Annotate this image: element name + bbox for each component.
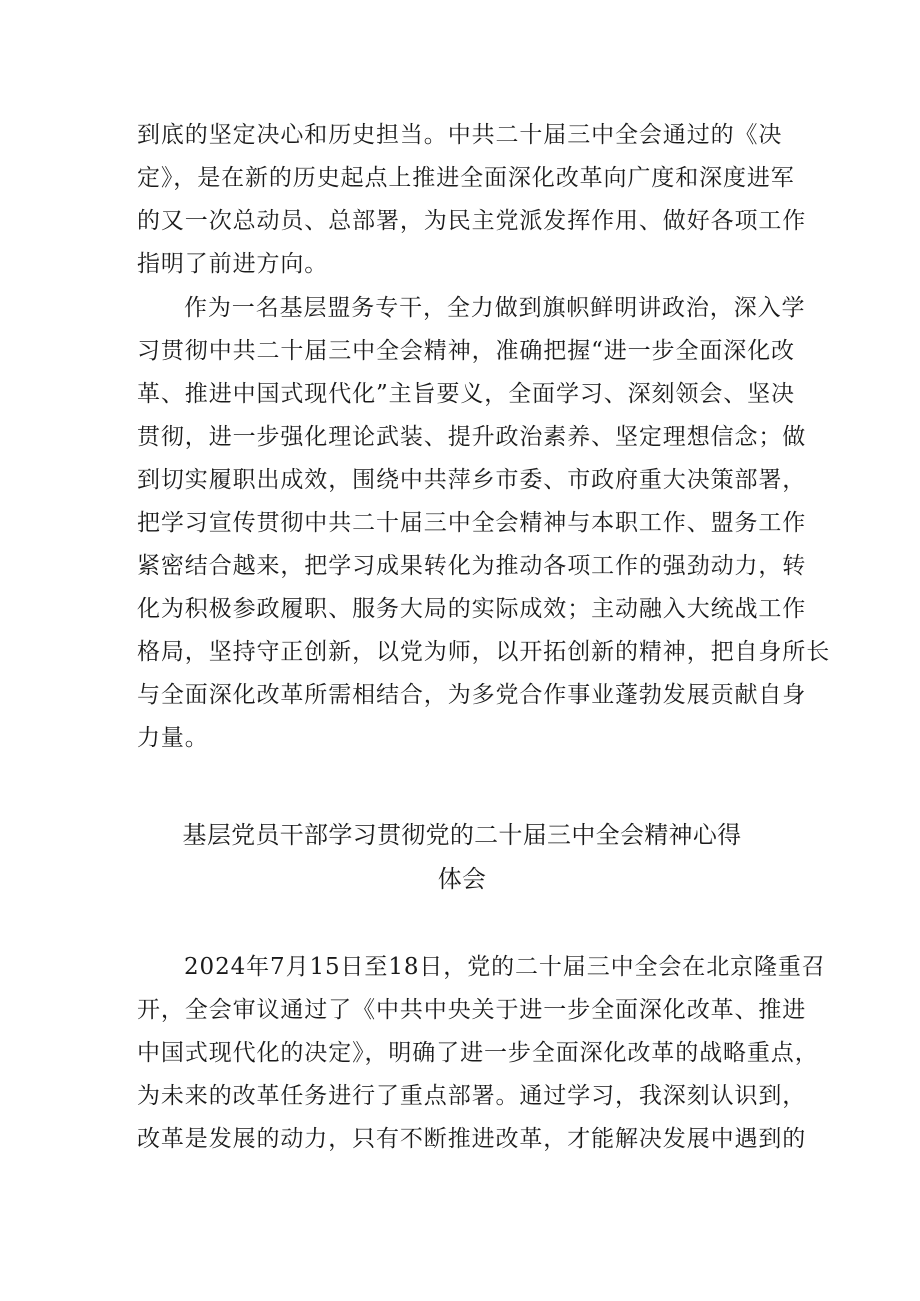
text-line: 把学习宣传贯彻中共二十届三中全会精神与本职工作、盟务工作 bbox=[137, 510, 807, 536]
text-line: 化为积极参政履职、服务大局的实际成效；主动融入大统战工作 bbox=[137, 596, 807, 622]
text-line: 为未来的改革任务进行了重点部署。通过学习，我深刻认识到， bbox=[137, 1083, 807, 1109]
text-line: 开，全会审议通过了《中共中央关于进一步全面深化改革、推进 bbox=[137, 997, 807, 1023]
section-title-line-1: 基层党员干部学习贯彻党的二十届三中全会精神心得 bbox=[182, 821, 742, 849]
text-line: 到切实履职出成效，围绕中共萍乡市委、市政府重大决策部署， bbox=[137, 467, 807, 493]
text-line: 与全面深化改革所需相结合，为多党合作事业蓬勃发展贡献自身 bbox=[137, 682, 807, 708]
text-line: 2024年7月15日至18日，党的二十届三中全会在北京隆重召 bbox=[184, 954, 826, 980]
text-line: 力量。 bbox=[137, 725, 209, 751]
text-line: 改革是发展的动力，只有不断推进改革，才能解决发展中遇到的 bbox=[137, 1126, 807, 1152]
text-line: 定》，是在新的历史起点上推进全面深化改革向广度和深度进军 bbox=[137, 165, 795, 191]
text-line: 到底的坚定决心和历史担当。中共二十届三中全会通过的《决 bbox=[137, 122, 783, 148]
text-line: 作为一名基层盟务专干，全力做到旗帜鲜明讲政治，深入学 bbox=[184, 295, 806, 321]
text-line: 革、推进中国式现代化”主旨要义，全面学习、深刻领会、坚决 bbox=[137, 381, 795, 407]
text-line: 贯彻，进一步强化理论武装、提升政治素养、坚定理想信念；做 bbox=[137, 424, 807, 450]
text-line: 紧密结合越来，把学习成果转化为推动各项工作的强劲动力，转 bbox=[137, 553, 807, 579]
text-line: 的又一次总动员、总部署，为民主党派发挥作用、做好各项工作 bbox=[137, 208, 807, 234]
text-line: 指明了前进方向。 bbox=[137, 251, 329, 277]
text-line: 格局，坚持守正创新，以党为师，以开拓创新的精神，把自身所长 bbox=[137, 639, 831, 665]
text-line: 中国式现代化的决定》，明确了进一步全面深化改革的战略重点， bbox=[137, 1040, 819, 1066]
section-title-line-2: 体会 bbox=[437, 865, 487, 893]
text-line: 习贯彻中共二十届三中全会精神，准确把握“进一步全面深化改 bbox=[137, 338, 795, 364]
